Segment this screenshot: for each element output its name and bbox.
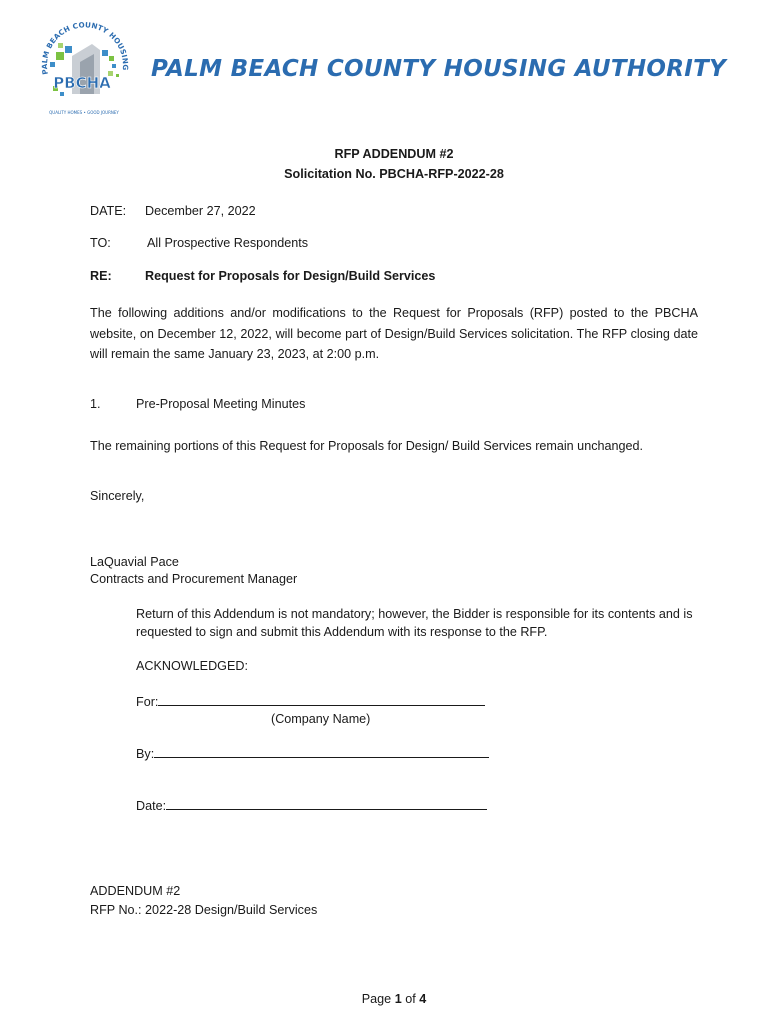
by-field[interactable] [136, 745, 489, 762]
for-field[interactable] [136, 693, 485, 710]
date-field[interactable] [136, 797, 487, 814]
signer-name: LaQuavial Pace [90, 555, 179, 569]
item-text: Pre-Proposal Meeting Minutes [136, 397, 306, 411]
solicitation-number: Solicitation No. PBCHA-RFP-2022-28 [284, 167, 504, 181]
ack-date-label: Date: [136, 799, 167, 813]
to-value: All Prospective Respondents [147, 236, 309, 250]
page-current: 1 [394, 992, 402, 1006]
acknowledgement-note: Return of this Addendum is not mandatory; however, the Bidder is responsible for its contents and is requested to sign and submit this Addendum with its response to the RFP. [136, 607, 693, 639]
by-label: By: [136, 747, 155, 761]
date-label: DATE: [90, 204, 127, 218]
date-line[interactable] [166, 797, 487, 810]
for-label: For: [136, 695, 159, 709]
closing: Sincerely, [90, 489, 145, 503]
remaining-paragraph: The remaining portions of this Request for Proposals for Design/ Build Services remain unchanged. [90, 439, 644, 453]
organization-name: PALM BEACH COUNTY HOUSING AUTHORITY [151, 56, 727, 82]
signer-title: Contracts and Procurement Manager [90, 572, 298, 586]
item-number: 1. [90, 397, 101, 411]
intro-paragraph: The following additions and/or modifications to the Request for Proposals (RFP) posted to the PBCHA website, on December 12, 2022, will become part of Design/Build Services solicitation. The RFP closing date will remain the same January 23, 2023, at 2:00 p.m. [90, 306, 698, 361]
signature-line[interactable] [154, 745, 489, 758]
page-prefix: Page [361, 992, 395, 1006]
footer-rfp-number: RFP No.: 2022-28 Design/Build Services [90, 903, 318, 917]
footer-addendum: ADDENDUM #2 [90, 884, 181, 898]
page-total: 4 [419, 992, 427, 1006]
logo-tagline: QUALITY HOMES • GOOD JOURNEY [49, 110, 119, 115]
company-name-line[interactable] [158, 693, 485, 706]
to-label: TO: [90, 236, 111, 250]
acknowledged-heading: ACKNOWLEDGED: [136, 659, 248, 673]
re-value: Request for Proposals for Design/Build Services [145, 269, 436, 283]
logo-letters: PBCHA [53, 74, 111, 92]
company-name-caption: (Company Name) [271, 712, 371, 726]
logo-ring-text: PALM BEACH COUNTY HOUSING [39, 20, 131, 76]
addendum-title: RFP ADDENDUM #2 [334, 147, 454, 161]
re-label: RE: [90, 269, 112, 283]
pbcha-logo [34, 16, 134, 116]
page-of: of [401, 992, 420, 1006]
page-number [0, 991, 770, 1007]
date-value: December 27, 2022 [145, 204, 256, 218]
